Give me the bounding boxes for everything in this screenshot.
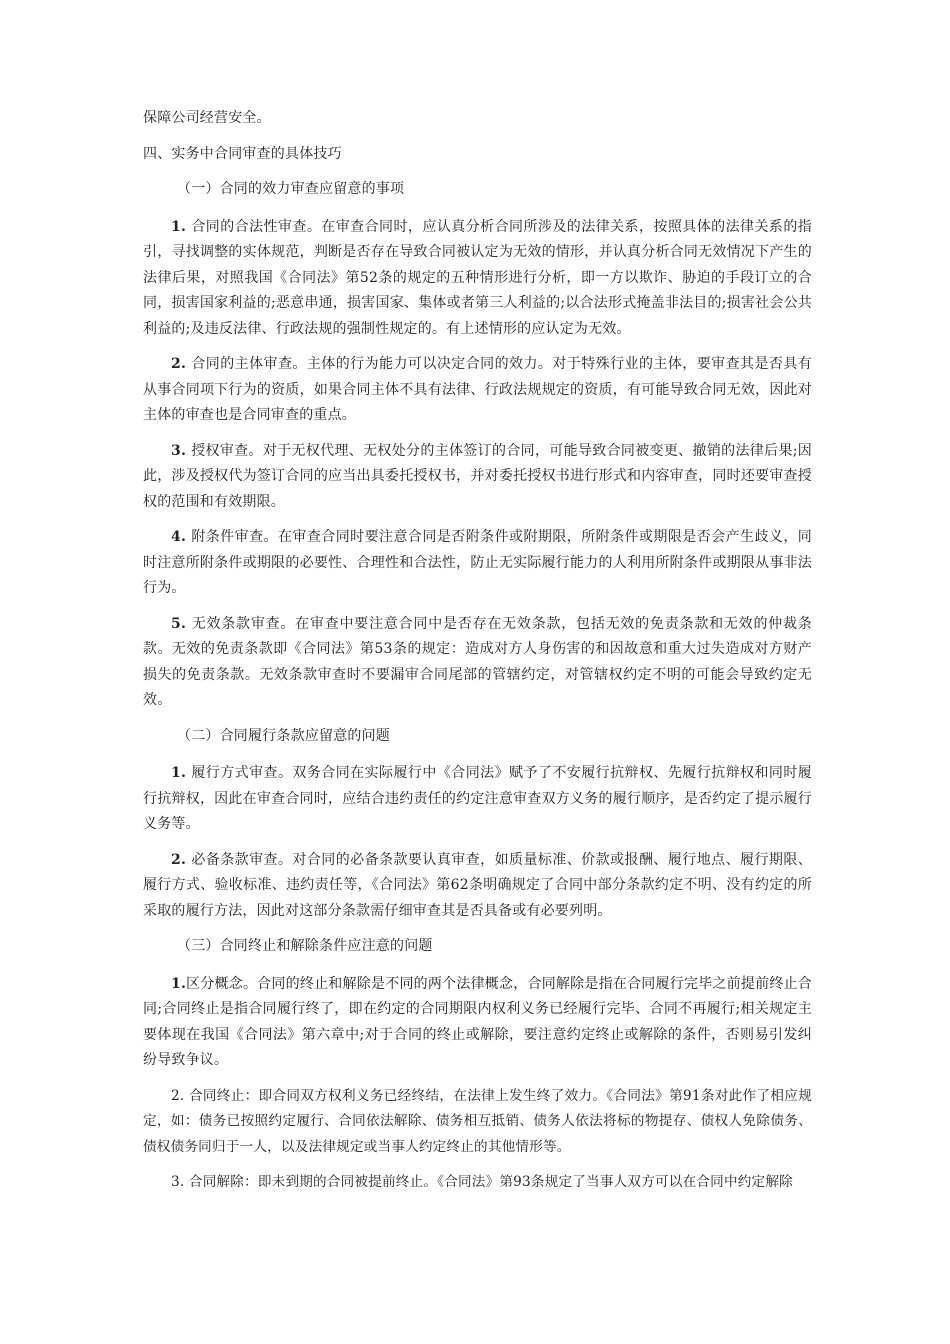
item-text: 授权审查。对于无权代理、无权处分的主体签订的合同，可能导致合同被变更、撤销的法律后果;因此，涉及授权代为签订合同的应当出具委托授权书，并对委托授权书进行形式和内容审查，同时还要审查授权的范围和有效期限。 [143, 442, 813, 510]
item-number: 3. [171, 442, 192, 459]
paragraph-performance-method-review [143, 761, 812, 838]
intro-line: 保障公司经营安全。 [143, 110, 271, 126]
item-number: 2. [171, 1087, 190, 1104]
item-number: 1. [171, 975, 187, 992]
paragraph-essential-terms-review [143, 848, 812, 925]
item-number: 1. [171, 218, 192, 235]
item-text: 区分概念。合同的终止和解除是不同的两个法律概念，合同解除是指在合同履行完毕之前提前终止合同;合同终止是指合同履行终了，即在约定的合同期限内权利义务已经履行完毕、合同不再履行;相关规定主要体现在我国《合同法》第六章中;对于合同的终止或解除，要注意约定终止或解除的条件，否则易引发纠纷导致争议。 [143, 975, 812, 1068]
paragraph-legality-review [143, 215, 812, 343]
item-text: 附条件审查。在审查合同时要注意合同是否附条件或附期限，所附条件或期限是否会产生歧义，同时注意所附条件或期限的必要性、合理性和合法性，防止无实际履行能力的人利用所附条件或期限从事非法行为。 [143, 529, 812, 596]
item-number: 2. [171, 851, 192, 868]
paragraph-contract-rescission [143, 1170, 812, 1196]
subsection-heading-1: （一）合同的效力审查应留意的事项 [177, 181, 405, 197]
item-number: 4. [171, 529, 192, 545]
item-text: 合同的合法性审查。在审查合同时，应认真分析合同所涉及的法律关系，按照具体的法律关系的指引，寻找调整的实体规范，判断是否存在导致合同被认定为无效的情形，并认真分析合同无效情况下产生的法律后果，对照我国《合同法》第52条的规定的五种情形进行分析，即一方以欺诈、胁迫的手段订立的合同，损害国家利益的;恶意串通，损害国家、集体或者第三人利益的;以合法形式掩盖非法目的;损害社会公共利益的;及违反法律、行政法规的强制性规定的。有上述情形的应认定为无效。 [143, 218, 812, 337]
paragraph-condition-review [143, 525, 812, 602]
item-text: 合同终止：即合同双方权利义务已经终结，在法律上发生终了效力。《合同法》第91条对此作了相应规定，如：债务已按照约定履行、合同依法解除、债务相互抵销、债务人依法将标的物提存、债权人免除债务、债权债务同归于一人，以及法律规定或当事人约定终止的其他情形等。 [143, 1087, 812, 1155]
paragraph-concept-distinction [143, 972, 812, 1074]
section-title: 四、实务中合同审查的具体技巧 [143, 145, 342, 162]
item-number: 1. [171, 765, 192, 781]
subsection-heading-3: （三）合同终止和解除条件应注意的问题 [177, 938, 433, 954]
paragraph-authorization-review [143, 439, 812, 516]
item-text: 无效条款审查。在审查中要注意合同中是否存在无效条款，包括无效的免责条款和无效的仲裁条款。无效的免责条款即《合同法》第53条的规定：造成对方人身伤害的和因故意和重大过失造成对方财产损失的免责条款。无效条款审查时不要漏审合同尾部的管辖约定，对管辖权约定不明的可能会导致约定无效。 [143, 615, 813, 708]
paragraph-contract-termination [143, 1084, 812, 1161]
item-number: 3. [171, 1174, 189, 1190]
item-text: 合同解除：即未到期的合同被提前终止。《合同法》第93条规定了当事人双方可以在合同中约定解除 [188, 1174, 793, 1190]
item-number: 2. [171, 356, 192, 372]
item-text: 合同的主体审查。主体的行为能力可以决定合同的效力。对于特殊行业的主体，要审查其是否具有从事合同项下行为的资质，如果合同主体不具有法律、行政法规规定的资质，有可能导致合同无效，因此对主体的审查也是合同审查的重点。 [143, 356, 812, 423]
item-text: 必备条款审查。对合同的必备条款要认真审查，如质量标准、价款或报酬、履行地点、履行期限、履行方式、验收标准、违约责任等，《合同法》第62条明确规定了合同中部分条款约定不明、没有约定的所采取的履行方法，因此对这部分条款需仔细审查其是否具备或有必要列明。 [143, 851, 812, 919]
item-number: 5. [171, 615, 192, 632]
item-text: 履行方式审查。双务合同在实际履行中《合同法》赋予了不安履行抗辩权、先履行抗辩权和同时履行抗辩权，因此在审查合同时，应结合违约责任的约定注意审查双方义务的履行顺序，是否约定了提示履行义务等。 [143, 765, 812, 832]
paragraph-invalid-clause-review [143, 612, 812, 714]
subsection-heading-2: （二）合同履行条款应留意的问题 [177, 727, 390, 744]
paragraph-subject-review [143, 352, 812, 429]
